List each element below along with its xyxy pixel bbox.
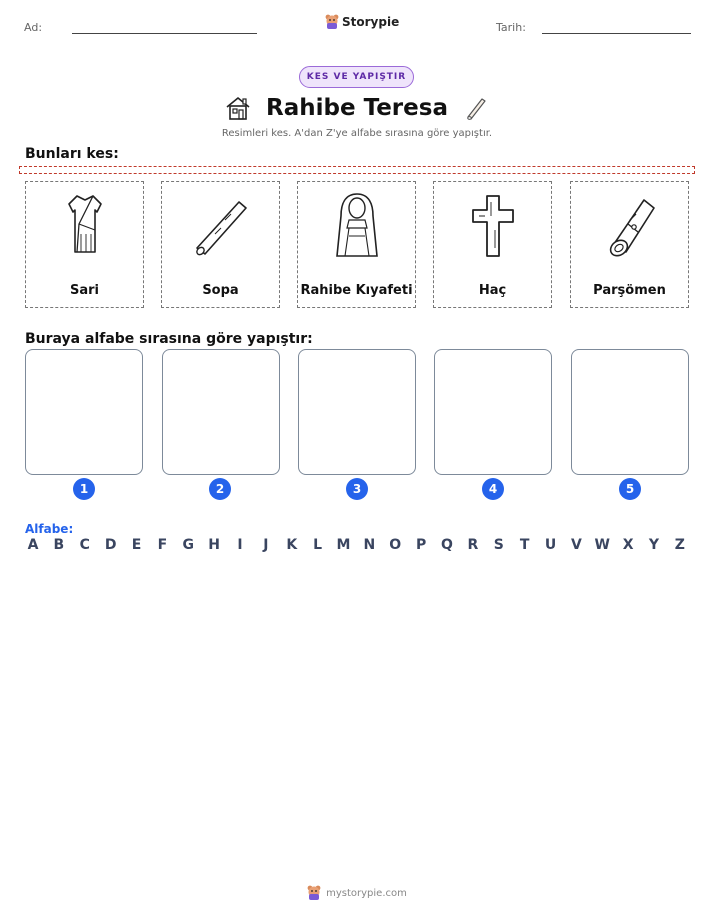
activity-badge: KES VE YAPIŞTIR (299, 66, 414, 88)
paste-slot-4[interactable] (434, 349, 552, 475)
cut-card-rahibe-kiyafeti[interactable] (297, 181, 416, 308)
alphabet-letter: O (389, 537, 402, 553)
footer (0, 885, 714, 901)
cut-line (19, 166, 695, 174)
paste-section-label: Buraya alfabe sırasına göre yapıştır: (25, 331, 313, 347)
paste-slot-2[interactable] (162, 349, 280, 475)
alphabet-letter: Q (441, 537, 453, 553)
alphabet-letter: M (336, 537, 351, 553)
card-label: Rahibe Kıyafeti (300, 283, 413, 298)
name-line (72, 33, 257, 34)
cut-card-sari[interactable] (25, 181, 144, 308)
brand-logo (325, 14, 399, 30)
alphabet-letter: I (237, 537, 243, 553)
sari-icon (55, 190, 115, 260)
card-label: Sopa (202, 283, 239, 298)
alphabet-letter: Z (674, 537, 685, 553)
alphabet-label: Alfabe: (25, 522, 74, 536)
alphabet-letter: Y (648, 537, 660, 553)
alphabet-letter: C (79, 537, 90, 553)
brand-name: Storypie (342, 15, 400, 29)
alphabet-letter: T (519, 537, 530, 553)
stick-icon (462, 94, 490, 122)
alphabet-letter: G (182, 537, 194, 553)
card-label: Sari (69, 283, 99, 298)
slot-number-5: 5 (619, 478, 641, 500)
card-label: Haç (478, 283, 507, 298)
scroll-icon (600, 190, 660, 260)
slot-number-3: 3 (346, 478, 368, 500)
stick-icon (191, 190, 251, 260)
alphabet-row (25, 537, 688, 553)
alphabet-letter: E (131, 537, 142, 553)
house-icon (224, 94, 252, 122)
cut-card-parsomen[interactable] (570, 181, 689, 308)
alphabet-letter: W (594, 537, 610, 553)
cut-card-hac[interactable] (433, 181, 552, 308)
alphabet-letter: X (622, 537, 634, 553)
card-label: Parşömen (593, 283, 666, 298)
alphabet-letter: U (544, 537, 557, 553)
alphabet-letter: D (104, 537, 117, 553)
page-title: Rahibe Teresa (266, 95, 448, 121)
instructions: Resimleri kes. A'dan Z'ye alfabe sırasına göre yapıştır. (221, 128, 493, 139)
bear-icon (307, 885, 321, 901)
nun-habit-icon (327, 190, 387, 260)
name-label: Ad: (24, 21, 43, 34)
slot-number-4: 4 (482, 478, 504, 500)
paste-slot-3[interactable] (298, 349, 416, 475)
paste-slot-5[interactable] (571, 349, 689, 475)
date-label: Tarih: (496, 21, 526, 34)
alphabet-letter: R (467, 537, 479, 553)
title-row (200, 92, 514, 124)
alphabet-letter: V (570, 537, 582, 553)
slot-number-1: 1 (73, 478, 95, 500)
alphabet-letter: K (286, 537, 298, 553)
alphabet-letter: F (157, 537, 168, 553)
alphabet-letter: N (363, 537, 376, 553)
alphabet-letter: H (208, 537, 220, 553)
alphabet-letter: L (313, 537, 323, 553)
alphabet-letter: B (53, 537, 65, 553)
alphabet-letter: P (415, 537, 427, 553)
footer-url[interactable]: mystorypie.com (326, 887, 407, 899)
bear-icon (325, 14, 339, 30)
cut-section-label: Bunları kes: (25, 146, 119, 162)
alphabet-letter: S (493, 537, 504, 553)
cut-card-sopa[interactable] (161, 181, 280, 308)
paste-slot-1[interactable] (25, 349, 143, 475)
alphabet-letter: A (27, 537, 39, 553)
cross-icon (463, 190, 523, 260)
alphabet-letter: J (263, 537, 269, 553)
date-line (542, 33, 691, 34)
slot-number-2: 2 (209, 478, 231, 500)
